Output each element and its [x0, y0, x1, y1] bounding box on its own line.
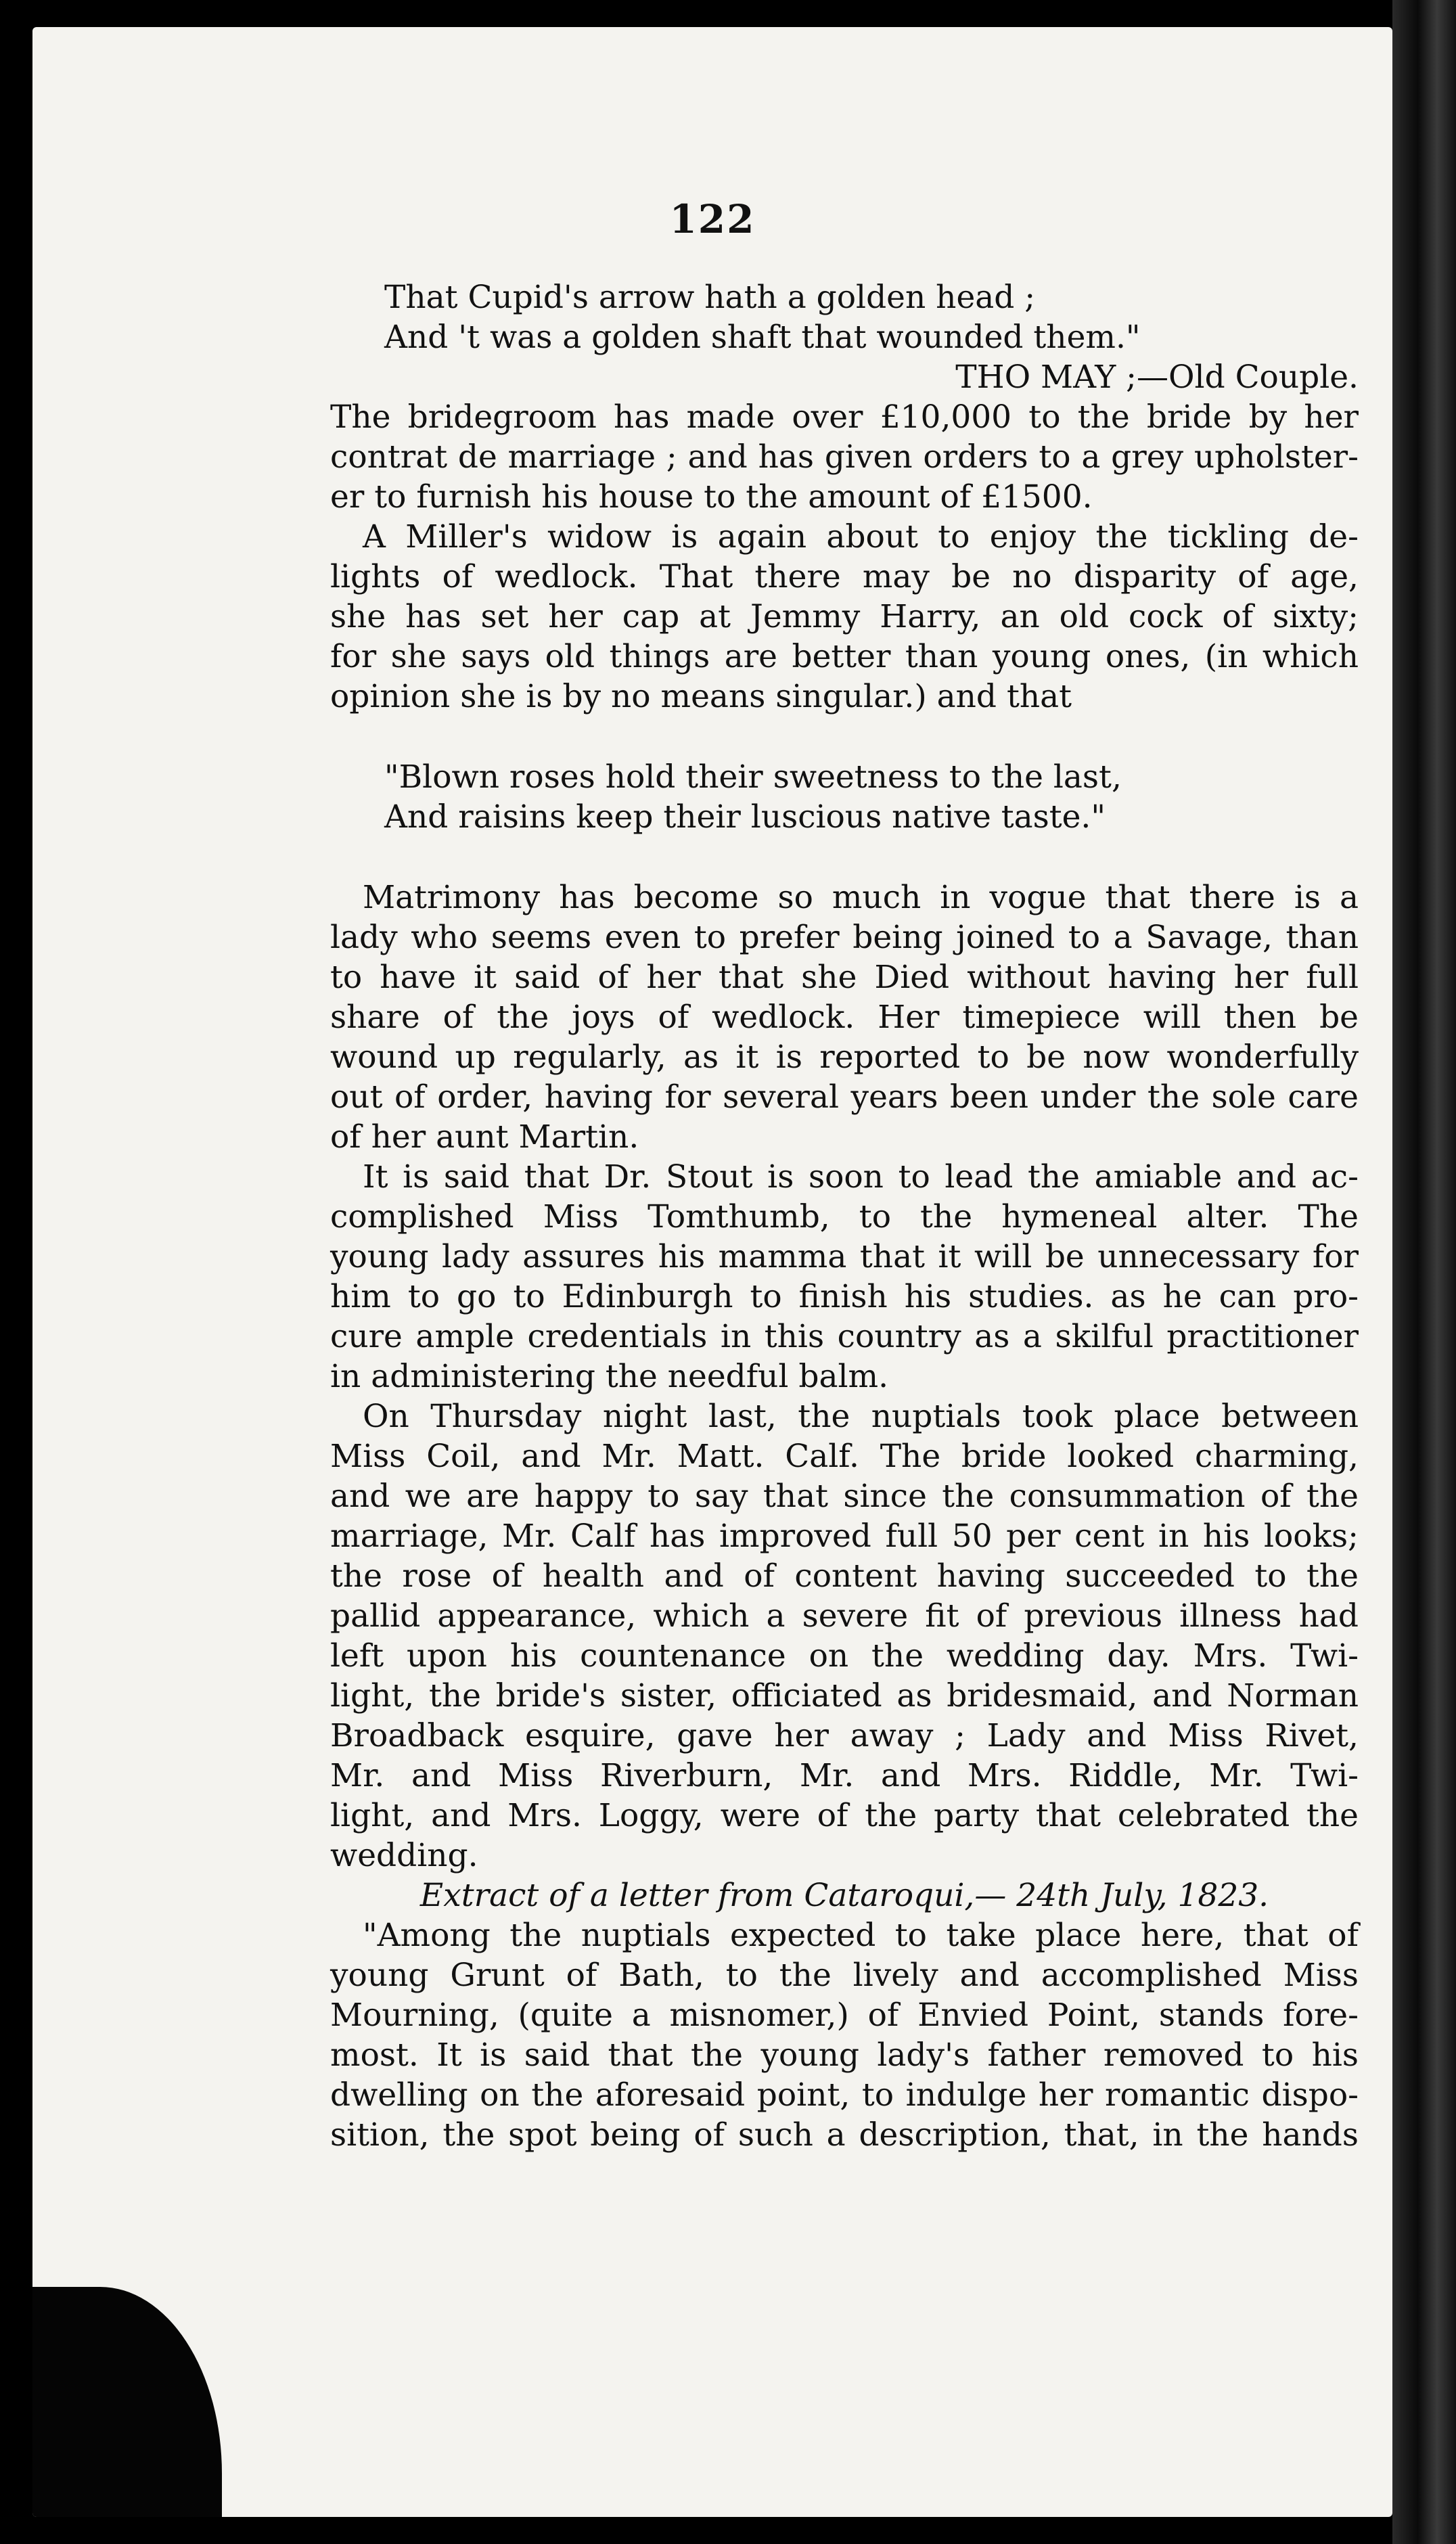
text-line: Broadback esquire, gave her away ; Lady and Miss Rivet, [330, 1717, 1359, 1754]
text-line: share of the joys of wedlock. Her timepiece will then be [330, 999, 1359, 1036]
text-line: marriage, Mr. Calf has improved full 50 per cent in his looks; [330, 1518, 1359, 1555]
thumb-shadow [32, 2287, 222, 2517]
text-line: for she says old things are better than young ones, (in which [330, 638, 1359, 675]
text-line: The bridegroom has made over £10,000 to the bride by her [330, 399, 1359, 436]
text-line: cure ample credentials in this country as a skilful practitioner [330, 1318, 1359, 1355]
text-line: Mourning, (quite a misnomer,) of Envied Point, stands fore- [330, 1997, 1359, 2034]
text-line: lights of wedlock. That there may be no disparity of age, [330, 558, 1359, 595]
text-line: lady who seems even to prefer being joined to a Savage, than [330, 919, 1359, 956]
text-line: light, the bride's sister, officiated as bridesmaid, and Norman [330, 1677, 1359, 1714]
book-page [32, 27, 1392, 2517]
text-line: him to go to Edinburgh to finish his studies. as he can pro- [330, 1278, 1359, 1315]
text-line: A Miller's widow is again about to enjoy the tickling de- [363, 518, 1359, 555]
book-edge [1392, 0, 1456, 2544]
text-line: er to furnish his house to the amount of £1500. [330, 478, 1093, 516]
text-line: contrat de marriage ; and has given orders to a grey upholster- [330, 438, 1359, 476]
text-line: pallid appearance, which a severe fit of previous illness had [330, 1597, 1359, 1635]
text-line: Matrimony has become so much in vogue that there is a [363, 879, 1359, 916]
text-line: young Grunt of Bath, to the lively and accomplished Miss [330, 1957, 1359, 1994]
text-line: the rose of health and of content having succeeded to the [330, 1558, 1359, 1595]
text-line: out of order, having for several years been under the sole care [330, 1078, 1359, 1116]
text-line: to have it said of her that she Died without having her full [330, 959, 1359, 996]
text-line: complished Miss Tomthumb, to the hymeneal alter. The [330, 1198, 1359, 1235]
text-line: Miss Coil, and Mr. Matt. Calf. The bride looked charming, [330, 1438, 1359, 1475]
text-line: she has set her cap at Jemmy Harry, an old cock of sixty; [330, 598, 1359, 635]
text-line: dwelling on the aforesaid point, to indulge her romantic dispo- [330, 2076, 1359, 2114]
verse-line: "Blown roses hold their sweetness to the last, [384, 758, 1122, 796]
text-line: That Cupid's arrow hath a golden head ; [384, 279, 1036, 316]
text-line: young lady assures his mamma that it will be unnecessary for [330, 1238, 1359, 1275]
text-line: most. It is said that the young lady's father removed to his [330, 2037, 1359, 2074]
text-line: in administering the needful balm. [330, 1358, 889, 1395]
text-line: of her aunt Martin. [330, 1118, 639, 1156]
page-text [330, 277, 1359, 2155]
text-line: light, and Mrs. Loggy, were of the party that celebrated the [330, 1797, 1359, 1834]
text-line: Mr. and Miss Riverburn, Mr. and Mrs. Riddle, Mr. Twi- [330, 1757, 1359, 1794]
text-line: wound up regularly, as it is reported to be now wonderfully [330, 1039, 1359, 1076]
extract-heading: Extract of a letter from Cataroqui,— 24th July, 1823. [419, 1877, 1269, 1914]
text-line: "Among the nuptials expected to take place here, that of [363, 1917, 1359, 1954]
text-line: left upon his countenance on the wedding day. Mrs. Twi- [330, 1637, 1359, 1675]
verse-line: And raisins keep their luscious native taste." [384, 798, 1106, 836]
attribution-line: THO MAY ;—Old Couple. [955, 359, 1359, 396]
text-line: opinion she is by no means singular.) and that [330, 678, 1072, 715]
text-line: It is said that Dr. Stout is soon to lead the amiable and ac- [363, 1158, 1359, 1196]
text-line: wedding. [330, 1837, 478, 1874]
page-number: 122 [669, 196, 756, 242]
text-line: sition, the spot being of such a description, that, in the hands [330, 2116, 1359, 2154]
text-line: On Thursday night last, the nuptials took place between [363, 1398, 1359, 1435]
text-line: and we are happy to say that since the consummation of the [330, 1478, 1359, 1515]
text-line: And 't was a golden shaft that wounded them." [384, 319, 1141, 356]
